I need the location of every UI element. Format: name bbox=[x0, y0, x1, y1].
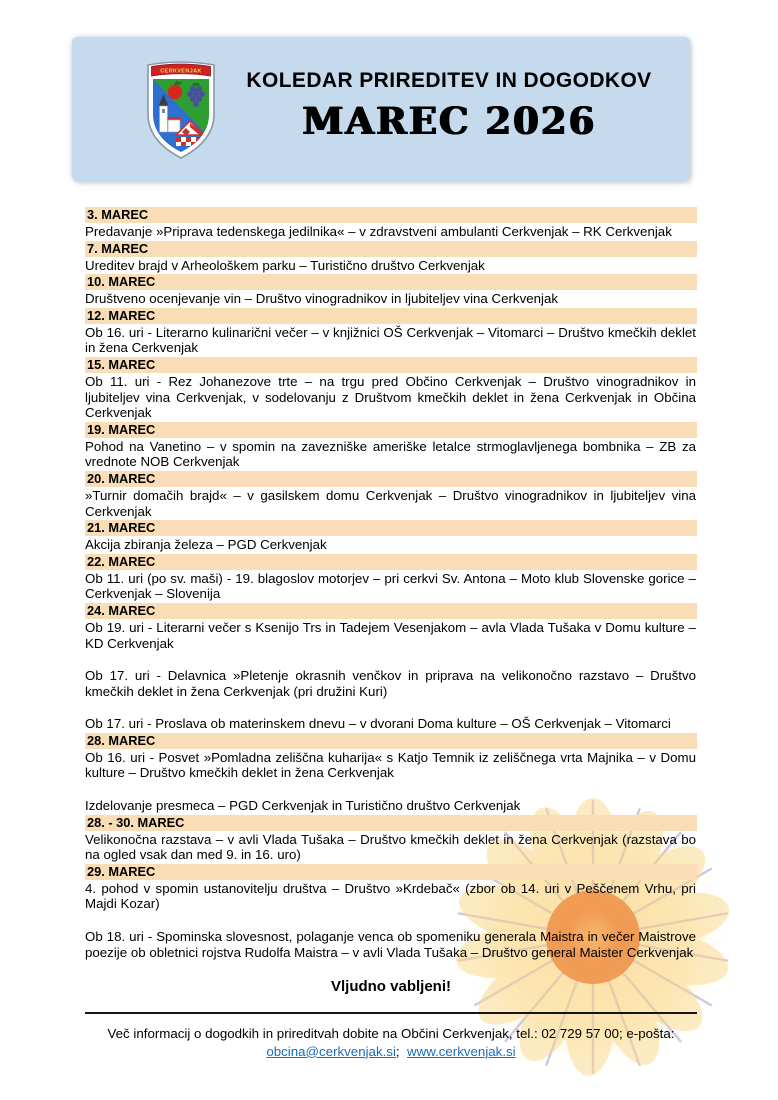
events-list bbox=[85, 207, 697, 961]
event-description: Ob 17. uri - Delavnica »Pletenje okrasnih venčkov in priprava na velikonočno razstavo – Društvo kmečkih deklet in žena Cerkvenjak (pri družini Kuri) bbox=[85, 668, 696, 699]
event-description: Ob 16. uri - Literarno kulinarični večer – v knjižnici OŠ Cerkvenjak – Vitomarci – Društvo kmečkih deklet in žena Cerkvenjak bbox=[85, 324, 696, 356]
closing-invitation: Vljudno vabljeni! bbox=[330, 978, 451, 996]
content-area bbox=[85, 207, 697, 1060]
date-header: 28. - 30. MAREC bbox=[85, 815, 697, 831]
event-description: Pohod na Vanetino – v spomin na zavezniške ameriške letalce strmoglavljenega bombnika – ZB za vrednote NOB Cerkvenjak bbox=[85, 438, 696, 470]
event-description: Akcija zbiranja železa – PGD Cerkvenjak bbox=[85, 537, 327, 553]
date-header: 22. MAREC bbox=[85, 554, 697, 570]
event-description: Ureditev brajd v Arheološkem parku – Turistično društvo Cerkvenjak bbox=[85, 257, 485, 273]
event-description: 4. pohod v spomin ustanovitelju društva – Društvo »Krdebač« (zbor ob 14. uri v Peščenem Vrhu, pri Majdi Kozar) bbox=[85, 880, 696, 912]
footer-divider bbox=[85, 1012, 697, 1014]
date-header: 3. MAREC bbox=[85, 207, 697, 223]
event-description: Ob 18. uri - Spominska slovesnost, polaganje venca ob spomeniku generala Maistra in večer Maistrove poezije ob obletnici rojstva Rudolfa Maistra – v avli Vlada Tušaka – Društvo general Maister Cerkvenjak bbox=[85, 929, 696, 960]
event-description: Društveno ocenjevanje vin – Društvo vinogradnikov in ljubiteljev vina Cerkvenjak bbox=[85, 291, 559, 307]
date-header: 29. MAREC bbox=[85, 864, 697, 880]
date-header: 7. MAREC bbox=[85, 241, 697, 257]
header-titles bbox=[216, 69, 690, 149]
date-header: 20. MAREC bbox=[85, 471, 697, 487]
event-description: Ob 11. uri - Rez Johanezove trte – na trgu pred Občino Cerkvenjak – Društvo vinogradnikov in ljubiteljev vina Cerkvenjak, v sodelovanju z Društvom kmečkih deklet in žena Cerkvenjak in Občina Cerkvenjak bbox=[85, 373, 696, 421]
event-description: Ob 16. uri - Posvet »Pomladna zeliščna kuharija« s Katjo Temnik iz zeliščnega vrta Majnika – v Domu kulture – Društvo kmečkih deklet in žena Cerkvenjak bbox=[85, 749, 696, 781]
page-title: KOLEDAR PRIREDITEV IN DOGODKOV bbox=[246, 69, 652, 92]
link-separator: ; bbox=[395, 1043, 400, 1059]
date-header: 28. MAREC bbox=[85, 733, 697, 749]
email-link[interactable]: obcina@cerkvenjak.si bbox=[266, 1043, 396, 1059]
coat-of-arms-label: CERKVENJAK bbox=[160, 68, 202, 75]
event-description: »Turnir domačih brajd« – v gasilskem domu Cerkvenjak – Društvo vinogradnikov in ljubiteljev vina Cerkvenjak bbox=[85, 487, 696, 519]
event-description: Ob 19. uri - Literarni večer s Ksenijo Trs in Tadejem Vesenjakom – avla Vlada Tušaka v Domu kulture – KD Cerkvenjak bbox=[85, 619, 696, 651]
header-banner bbox=[72, 37, 690, 181]
date-header: 24. MAREC bbox=[85, 603, 697, 619]
date-header: 15. MAREC bbox=[85, 357, 697, 373]
page-subtitle: MAREC 2026 bbox=[302, 99, 596, 143]
website-link[interactable]: www.cerkvenjak.si bbox=[407, 1043, 516, 1059]
date-header: 10. MAREC bbox=[85, 274, 697, 290]
footer-info-line: Več informacij o dogodkih in prireditvah dobite na Občini Cerkvenjak, tel.: 02 729 57 00; e-pošta: bbox=[107, 1026, 675, 1042]
event-description: Velikonočna razstava – v avli Vlada Tušaka – Društvo kmečkih deklet in žena Cerkvenjak (razstava bo na ogled vsak dan med 9. in 16. uro) bbox=[85, 831, 696, 863]
date-header: 19. MAREC bbox=[85, 422, 697, 438]
date-header: 12. MAREC bbox=[85, 308, 697, 324]
footer bbox=[85, 1025, 697, 1060]
cerkvenjak-coat-of-arms-icon bbox=[146, 59, 216, 159]
event-description: Izdelovanje presmeca – PGD Cerkvenjak in Turistično društvo Cerkvenjak bbox=[85, 798, 521, 814]
event-description: Ob 11. uri (po sv. maši) - 19. blagoslov motorjev – pri cerkvi Sv. Antona – Moto klub Slovenske gorice – Cerkvenjak – Slovenija bbox=[85, 570, 696, 602]
date-header: 21. MAREC bbox=[85, 520, 697, 536]
footer-links-line bbox=[85, 1043, 697, 1061]
event-description: Predavanje »Priprava tedenskega jedilnika« – v zdravstveni ambulanti Cerkvenjak – RK Cerkvenjak bbox=[85, 224, 672, 239]
event-description: Ob 17. uri - Proslava ob materinskem dnevu – v dvorani Doma kulture – OŠ Cerkvenjak – Vitomarci bbox=[85, 716, 671, 732]
